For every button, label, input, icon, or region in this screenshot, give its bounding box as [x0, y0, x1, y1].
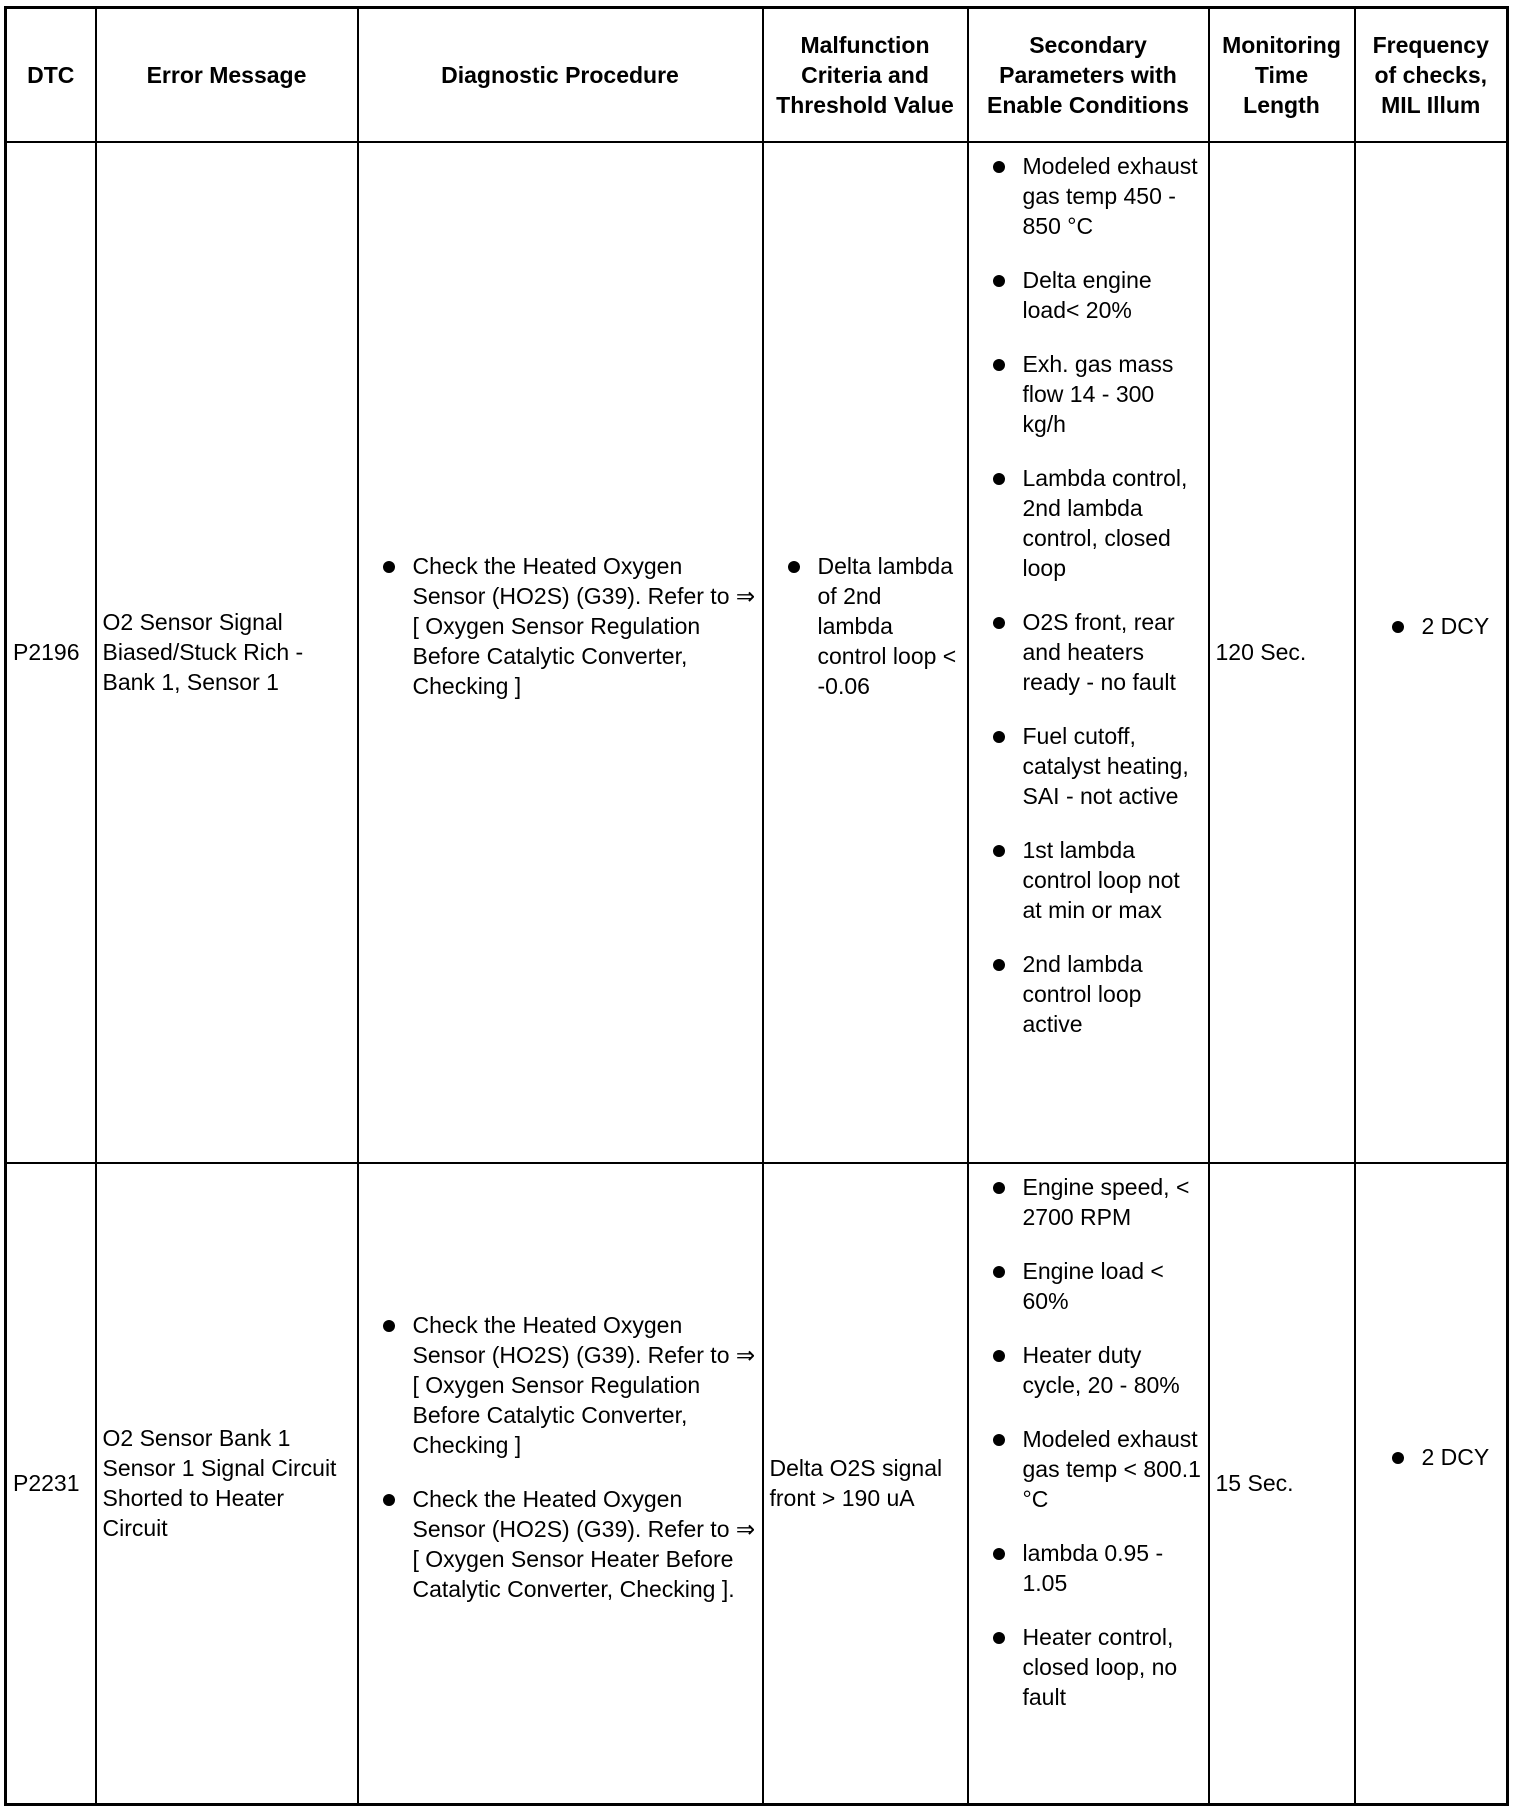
frequency-item: 2 DCY	[1356, 611, 1507, 641]
dtc-code: P2231	[6, 1163, 96, 1805]
header-frequency: Frequency of checks, MIL Illum	[1355, 8, 1508, 142]
diagnostic-procedure	[358, 142, 763, 1163]
secondary-item: Heater duty cycle, 20 - 80%	[969, 1340, 1208, 1400]
error-message: O2 Sensor Signal Biased/Stuck Rich - Bank 1, Sensor 1	[96, 142, 358, 1163]
secondary-item: Fuel cutoff, catalyst heating, SAI - not active	[969, 721, 1208, 811]
secondary-item: Modeled exhaust gas temp 450 - 850 °C	[969, 151, 1208, 241]
dtc-code: P2196	[6, 142, 96, 1163]
table-row	[6, 1163, 1508, 1805]
diagnostic-procedure	[358, 1163, 763, 1805]
secondary-item: Engine speed, < 2700 RPM	[969, 1172, 1208, 1232]
header-malfunction-criteria: Malfunction Criteria and Threshold Value	[763, 8, 968, 142]
header-monitoring-time: Monitoring Time Length	[1209, 8, 1355, 142]
header-dtc: DTC	[6, 8, 96, 142]
secondary-item: 1st lambda control loop not at min or max	[969, 835, 1208, 925]
secondary-item: Delta engine load< 20%	[969, 265, 1208, 325]
table-row	[6, 142, 1508, 1163]
procedure-item: Check the Heated Oxygen Sensor (HO2S) (G39). Refer to ⇒ [ Oxygen Sensor Regulation Before Catalytic Converter, Checking ]	[359, 1310, 762, 1460]
monitoring-time: 120 Sec.	[1209, 142, 1355, 1163]
procedure-item: Check the Heated Oxygen Sensor (HO2S) (G39). Refer to ⇒ [ Oxygen Sensor Regulation Before Catalytic Converter, Checking ]	[359, 551, 762, 701]
header-secondary-parameters: Secondary Parameters with Enable Conditions	[968, 8, 1209, 142]
malfunction-criteria: Delta O2S signal front > 190 uA	[763, 1163, 968, 1805]
frequency-item: 2 DCY	[1356, 1442, 1507, 1472]
frequency	[1355, 142, 1508, 1163]
frequency	[1355, 1163, 1508, 1805]
secondary-item: Exh. gas mass flow 14 - 300 kg/h	[969, 349, 1208, 439]
dtc-table	[4, 6, 1509, 1806]
secondary-item: Lambda control, 2nd lambda control, closed loop	[969, 463, 1208, 583]
secondary-item: Engine load < 60%	[969, 1256, 1208, 1316]
secondary-item: O2S front, rear and heaters ready - no fault	[969, 607, 1208, 697]
secondary-item: 2nd lambda control loop active	[969, 949, 1208, 1039]
header-diagnostic-procedure: Diagnostic Procedure	[358, 8, 763, 142]
monitoring-time: 15 Sec.	[1209, 1163, 1355, 1805]
secondary-parameters	[968, 1163, 1209, 1805]
secondary-item: Heater control, closed loop, no fault	[969, 1622, 1208, 1712]
malfunction-criteria	[763, 142, 968, 1163]
malfunction-item: Delta lambda of 2nd lambda control loop < -0.06	[764, 551, 967, 701]
secondary-item: Modeled exhaust gas temp < 800.1 °C	[969, 1424, 1208, 1514]
secondary-item: lambda 0.95 - 1.05	[969, 1538, 1208, 1598]
header-error-message: Error Message	[96, 8, 358, 142]
procedure-item: Check the Heated Oxygen Sensor (HO2S) (G39). Refer to ⇒ [ Oxygen Sensor Heater Before Catalytic Converter, Checking ].	[359, 1484, 762, 1604]
header-row	[6, 8, 1508, 142]
secondary-parameters	[968, 142, 1209, 1163]
error-message: O2 Sensor Bank 1 Sensor 1 Signal Circuit Shorted to Heater Circuit	[96, 1163, 358, 1805]
